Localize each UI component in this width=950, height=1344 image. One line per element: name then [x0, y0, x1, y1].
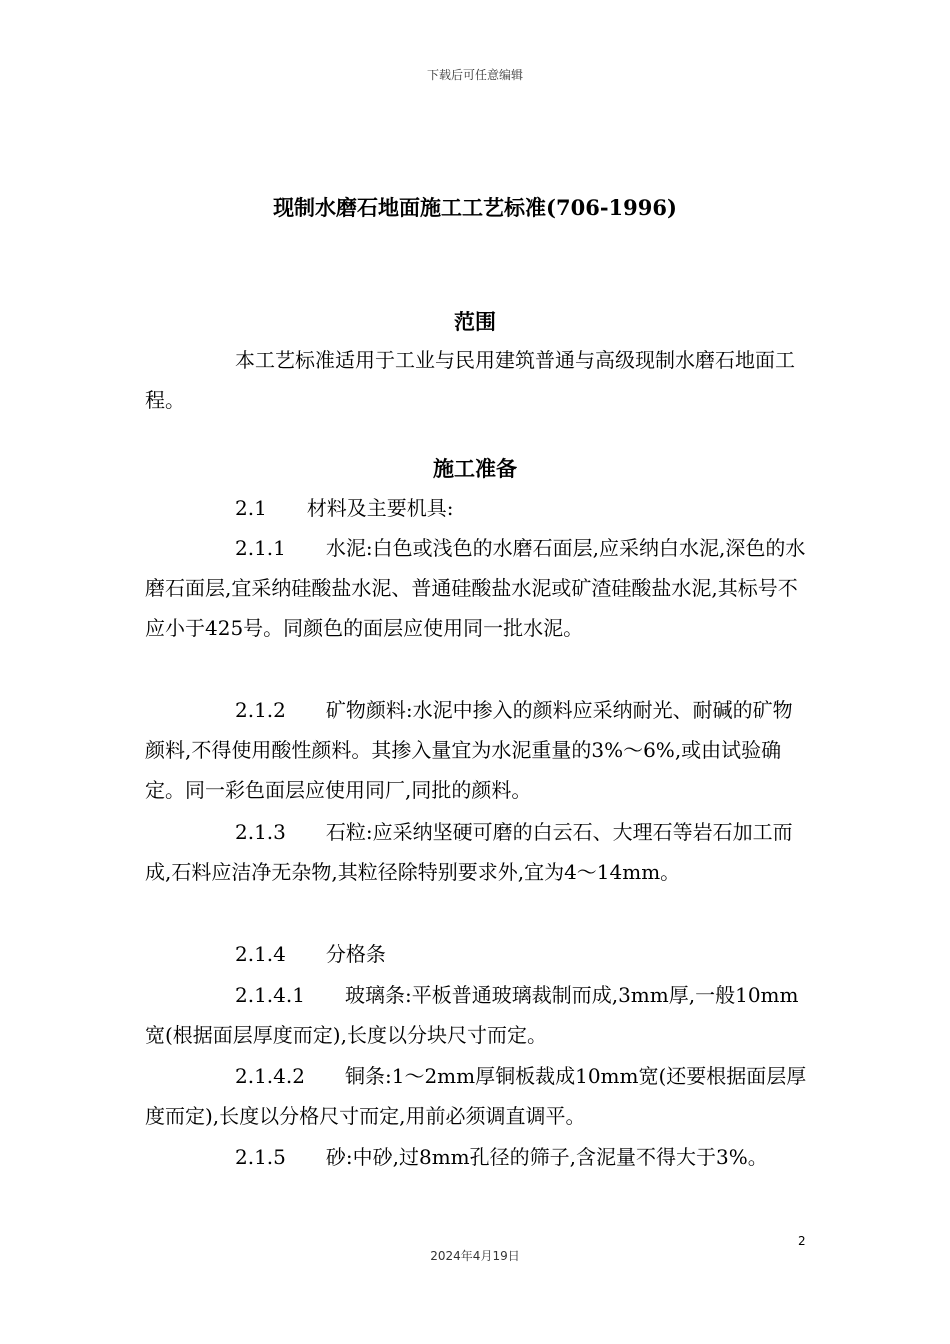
paragraph-2-1-4-2 — [145, 1056, 810, 1136]
paragraph-2-1 — [145, 488, 810, 528]
paragraph-text: 石粒:应采纳坚硬可磨的白云石、大理石等岩石加工而成,石料应洁净无杂物,其粒径除特别要求外,宜为4～14mm。 — [145, 820, 793, 884]
page-number: 2 — [798, 1234, 806, 1248]
paragraph-text: 矿物颜料:水泥中掺入的颜料应采纳耐光、耐碱的矿物颜料,不得使用酸性颜料。其掺入量宜为水泥重量的3%～6%,或由试验确定。同一彩色面层应使用同厂,同批的颜料。 — [145, 698, 793, 802]
paragraph-2-1-3 — [145, 812, 810, 892]
document-title: 现制水磨石地面施工工艺标准(706-1996) — [273, 195, 677, 220]
clause-number: 2.1.4.2 — [235, 1064, 305, 1088]
footer-date: 2024年4月19日 — [430, 1249, 520, 1263]
paragraph-2-1-2 — [145, 690, 810, 810]
page-header: 下载后可任意编辑 — [426, 68, 523, 82]
paragraph-text: 本工艺标准适用于工业与民用建筑普通与高级现制水磨石地面工程。 — [145, 348, 795, 412]
paragraph-2-1-4-1 — [145, 975, 810, 1055]
clause-number: 2.1.4 — [235, 942, 286, 966]
paragraph-text: 铜条:1～2mm厚铜板裁成10mm宽(还要根据面层厚度而定),长度以分格尺寸而定,用前必须调直调平。 — [145, 1064, 807, 1128]
clause-number: 2.1.3 — [235, 820, 286, 844]
paragraph-2-1-5 — [145, 1137, 810, 1177]
paragraph-scope — [145, 340, 810, 420]
paragraph-2-1-1 — [145, 528, 810, 648]
section-heading-scope: 范围 — [454, 309, 496, 334]
clause-number: 2.1.4.1 — [235, 983, 305, 1007]
paragraph-text: 材料及主要机具: — [306, 496, 454, 520]
clause-number: 2.1.2 — [235, 698, 286, 722]
paragraph-2-1-4 — [145, 934, 810, 974]
section-heading-preparation: 施工准备 — [433, 456, 517, 481]
paragraph-text: 水泥:白色或浅色的水磨石面层,应采纳白水泥,深色的水磨石面层,宜采纳硅酸盐水泥、普通硅酸盐水泥或矿渣硅酸盐水泥,其标号不应小于425号。同颜色的面层应使用同一批水泥。 — [145, 536, 806, 640]
clause-number: 2.1.1 — [235, 536, 286, 560]
clause-number: 2.1 — [235, 496, 267, 520]
paragraph-text: 玻璃条:平板普通玻璃裁制而成,3mm厚,一般10mm宽(根据面层厚度而定),长度以分块尺寸而定。 — [145, 983, 799, 1047]
clause-number: 2.1.5 — [235, 1145, 286, 1169]
paragraph-text: 砂:中砂,过8mm孔径的筛子,含泥量不得大于3%。 — [325, 1145, 768, 1169]
paragraph-text: 分格条 — [325, 942, 386, 966]
